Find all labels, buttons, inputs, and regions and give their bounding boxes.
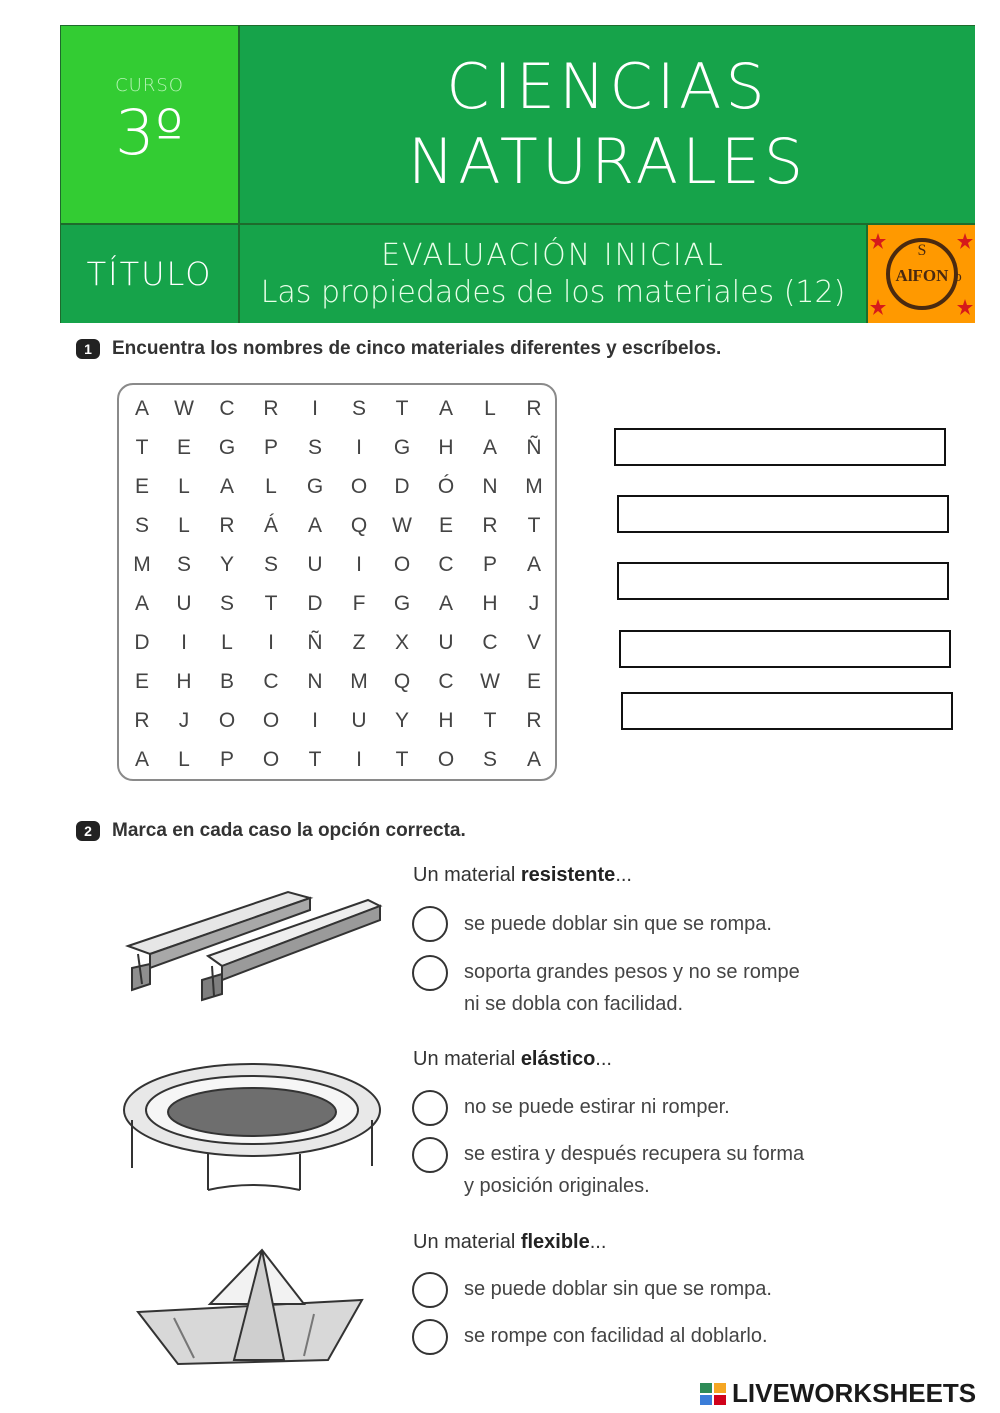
grid-letter: R	[263, 397, 279, 420]
prompt-suffix: ...	[589, 1231, 607, 1253]
grid-letter: A	[307, 514, 322, 537]
grid-letter: X	[394, 631, 409, 654]
grid-letter: S	[307, 436, 322, 459]
grid-letter: H	[438, 436, 454, 459]
prompt-keyword: resistente	[520, 864, 616, 886]
answer-input-2[interactable]	[617, 495, 949, 533]
grid-letter: L	[484, 397, 496, 420]
steel-beams-illustration	[118, 884, 386, 1002]
grid-letter: H	[438, 709, 454, 732]
grid-letter: O	[218, 709, 236, 732]
grid-letter: O	[393, 553, 411, 576]
exercise2-instruction: Marca en cada caso la opción correcta.	[112, 820, 466, 841]
grid-letter: C	[263, 670, 279, 693]
subject-title-line2: NATURALES	[407, 124, 808, 198]
option-text-line2: y posición originales.	[464, 1175, 650, 1197]
grid-letter: S	[482, 748, 497, 771]
prompt-suffix: ...	[615, 864, 632, 886]
grid-letter: C	[438, 553, 454, 576]
option-text-line1: soporta grandes pesos y no se rompe	[464, 961, 800, 983]
grid-letter: A	[482, 436, 497, 459]
grid-letter: C	[438, 670, 454, 693]
prompt-keyword: elástico	[520, 1048, 596, 1070]
grid-letter: S	[263, 553, 278, 576]
prompt-prefix: Un material	[413, 1048, 521, 1070]
course-value: 3º	[115, 96, 184, 169]
exercise1-heading	[76, 338, 721, 360]
grid-letter: C	[219, 397, 235, 420]
option-text-line1: se puede doblar sin que se rompa.	[464, 1278, 772, 1300]
grid-letter: P	[482, 553, 497, 576]
subject-title-cell	[240, 26, 975, 225]
liveworksheets-brand	[700, 1378, 976, 1409]
option-radio-button[interactable]	[412, 1137, 448, 1173]
grid-letter: A	[526, 748, 541, 771]
liveworksheets-logo-icon	[700, 1383, 728, 1405]
grid-letter: M	[350, 670, 368, 693]
grid-letter: R	[482, 514, 498, 537]
titulo-cell	[61, 225, 240, 323]
grid-letter: J	[178, 709, 190, 732]
grid-letter: N	[482, 475, 498, 498]
grid-letter: R	[526, 709, 542, 732]
grid-letter: U	[438, 631, 454, 654]
grid-letter: O	[262, 748, 280, 771]
grid-letter: E	[176, 436, 191, 459]
option-text-line1: se rompe con facilidad al doblarlo.	[464, 1325, 768, 1347]
option-text-line1: no se puede estirar ni romper.	[464, 1096, 730, 1118]
grid-letter: A	[438, 592, 453, 615]
option-radio-button[interactable]	[412, 1090, 448, 1126]
grid-letter: L	[178, 514, 190, 537]
grid-letter: I	[312, 397, 318, 420]
grid-letter: Q	[393, 670, 411, 693]
grid-letter: E	[526, 670, 541, 693]
option-radio-button[interactable]	[412, 1319, 448, 1355]
grid-letter: O	[437, 748, 455, 771]
option-text	[464, 1273, 772, 1305]
grid-letter: S	[219, 592, 234, 615]
exercise2-number: 2	[76, 821, 100, 841]
grid-letter: Ñ	[307, 631, 323, 654]
grid-letter: A	[438, 397, 453, 420]
prompt-suffix: ...	[595, 1048, 612, 1070]
grid-letter: C	[482, 631, 498, 654]
grid-letter: L	[265, 475, 277, 498]
option-text	[464, 1138, 804, 1202]
grid-letter: S	[176, 553, 191, 576]
exercise1-number: 1	[76, 339, 100, 359]
course-label: CURSO	[115, 75, 184, 96]
answer-input-5[interactable]	[621, 692, 953, 730]
grid-letter: Q	[350, 514, 368, 537]
grid-letter: P	[263, 436, 278, 459]
grid-letter: R	[526, 397, 542, 420]
grid-letter: W	[174, 397, 194, 420]
grid-letter: G	[218, 436, 236, 459]
subtitle-cell	[240, 225, 868, 323]
grid-letter: A	[134, 592, 149, 615]
exercise2-heading	[76, 820, 466, 842]
grid-letter: T	[527, 514, 541, 537]
answer-input-4[interactable]	[619, 630, 951, 668]
grid-letter: G	[393, 436, 411, 459]
option-radio-button[interactable]	[412, 1272, 448, 1308]
grid-letter: Ñ	[526, 436, 542, 459]
grid-letter: M	[525, 475, 543, 498]
grid-letter: I	[356, 748, 362, 771]
svg-text:AlFON: AlFON	[895, 266, 949, 285]
grid-letter: U	[307, 553, 323, 576]
question-prompt	[413, 1048, 612, 1071]
liveworksheets-text: LIVEWORKSHEETS	[732, 1378, 977, 1408]
grid-letter: Z	[352, 631, 366, 654]
prompt-prefix: Un material	[413, 864, 521, 886]
subtitle-line2: Las propiedades de los materiales (12)	[260, 275, 846, 310]
grid-letter: G	[393, 592, 411, 615]
option-text-line1: se puede doblar sin que se rompa.	[464, 913, 772, 935]
svg-text:o: o	[954, 269, 962, 285]
option-text-line2: ni se dobla con facilidad.	[464, 993, 684, 1015]
grid-letter: R	[134, 709, 150, 732]
prompt-prefix: Un material	[413, 1231, 521, 1253]
grid-letter: A	[134, 748, 149, 771]
course-cell	[61, 26, 240, 225]
grid-letter: L	[221, 631, 233, 654]
grid-letter: D	[394, 475, 410, 498]
grid-letter: J	[528, 592, 540, 615]
answer-input-1[interactable]	[614, 428, 946, 466]
worksheet-header	[60, 25, 975, 323]
grid-letter: E	[438, 514, 453, 537]
author-logo	[868, 225, 975, 323]
grid-letter: P	[219, 748, 234, 771]
grid-letter: S	[351, 397, 366, 420]
question-prompt	[413, 864, 632, 887]
grid-letter: H	[176, 670, 192, 693]
grid-letter: L	[178, 748, 190, 771]
grid-letter: Y	[219, 553, 234, 576]
subtitle-line1: EVALUACIÓN INICIAL	[381, 237, 725, 273]
grid-letter: Ó	[437, 475, 455, 498]
grid-letter: T	[135, 436, 149, 459]
answer-input-3[interactable]	[617, 562, 949, 600]
option-text	[464, 1091, 730, 1123]
option-radio-button[interactable]	[412, 906, 448, 942]
grid-letter: U	[176, 592, 192, 615]
grid-letter: G	[306, 475, 324, 498]
option-text	[464, 956, 800, 1020]
question-prompt	[413, 1231, 606, 1254]
paper-boat-illustration	[134, 1248, 366, 1366]
grid-letter: D	[134, 631, 150, 654]
grid-letter: F	[352, 592, 366, 615]
grid-letter: N	[307, 670, 323, 693]
grid-letter: I	[356, 553, 362, 576]
grid-letter: I	[268, 631, 274, 654]
subject-title-line1: CIENCIAS	[446, 50, 769, 124]
grid-letter: E	[134, 475, 149, 498]
grid-letter: S	[134, 514, 149, 537]
option-text	[464, 908, 772, 940]
grid-letter: Á	[263, 514, 278, 537]
grid-letter: O	[262, 709, 280, 732]
grid-letter: T	[395, 397, 409, 420]
grid-letter: T	[483, 709, 497, 732]
grid-letter: U	[351, 709, 367, 732]
alfonso-logo-icon	[868, 225, 975, 323]
grid-letter: O	[350, 475, 368, 498]
grid-letter: M	[133, 553, 151, 576]
grid-letter: T	[264, 592, 278, 615]
grid-letter: A	[134, 397, 149, 420]
prompt-keyword: flexible	[520, 1231, 590, 1253]
grid-letter: B	[219, 670, 234, 693]
grid-letter: T	[395, 748, 409, 771]
svg-text:S: S	[917, 242, 927, 259]
grid-letter: I	[356, 436, 362, 459]
grid-letter: R	[219, 514, 235, 537]
option-radio-button[interactable]	[412, 955, 448, 991]
trampoline-illustration	[120, 1058, 388, 1198]
grid-letter: L	[178, 475, 190, 498]
titulo-label: TÍTULO	[86, 255, 213, 293]
grid-letter: A	[219, 475, 234, 498]
option-text-line1: se estira y después recupera su forma	[464, 1143, 805, 1165]
grid-letter: I	[181, 631, 187, 654]
grid-letter: A	[526, 553, 541, 576]
word-search-grid	[117, 383, 557, 781]
grid-letter: W	[392, 514, 412, 537]
grid-letter: D	[307, 592, 323, 615]
option-text	[464, 1320, 768, 1352]
grid-letter: H	[482, 592, 498, 615]
grid-letter: V	[526, 631, 541, 654]
grid-letter: W	[480, 670, 500, 693]
grid-letter: T	[308, 748, 322, 771]
grid-letter: I	[312, 709, 318, 732]
grid-letter: E	[134, 670, 149, 693]
grid-letter: Y	[394, 709, 409, 732]
exercise1-instruction: Encuentra los nombres de cinco materiales diferentes y escríbelos.	[112, 338, 722, 359]
